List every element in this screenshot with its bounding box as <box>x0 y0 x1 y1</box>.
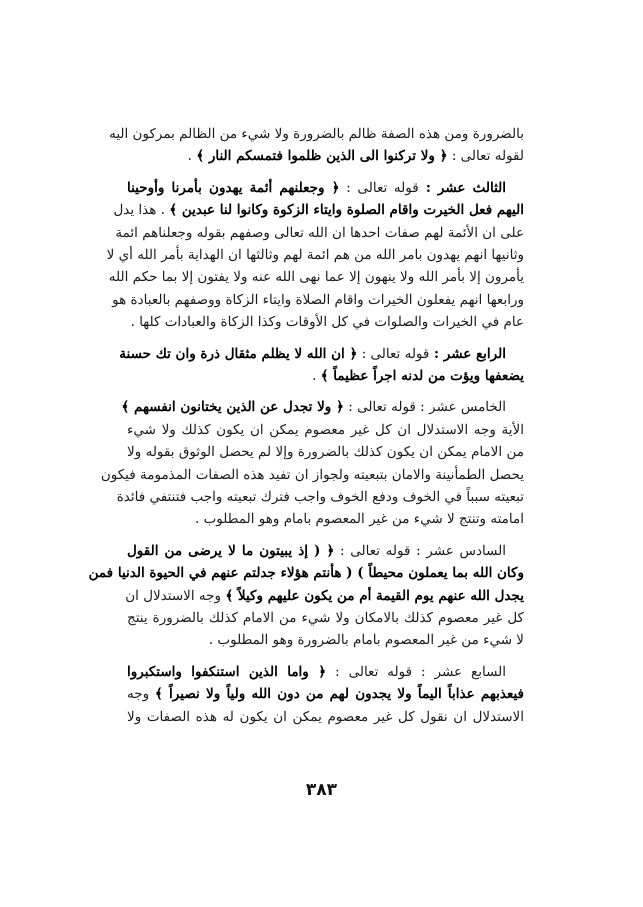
text-line <box>127 541 524 561</box>
text-line <box>127 442 524 462</box>
body-text-segment: يحصل الطمأنينة والامان بتبعيته ولجواز ان تفيد هذه الصفات المذمومة فيكون <box>100 466 524 483</box>
body-text-segment: السادس عشر : قوله تعالى : <box>334 542 506 559</box>
text-line <box>127 630 524 650</box>
quran-quote-text: ﴿ ( إذ يبيتون ما لا يرضى من القول <box>127 542 335 559</box>
quran-quote-text: الثالث عشر : <box>418 179 507 196</box>
text-line <box>108 267 524 287</box>
text-line <box>127 312 524 332</box>
body-text-segment: وجه الاستدلال ان <box>125 587 226 604</box>
quran-quote-text: ﴿ واما الذين استنكفوا واستكبروا <box>127 663 327 680</box>
text-line <box>127 366 524 386</box>
page-number: ٣٨٣ <box>305 780 338 800</box>
text-line <box>121 397 524 417</box>
quran-quote-text: يجدل الله عنهم يوم القيمة أم من يكون عليهم وكيلاً ﴾ <box>225 587 524 604</box>
body-text-segment: وثانيها انهم يهدون بامر الله من هم ائمة لهم وثالثها ان الهداية بأمر الله أي لا <box>106 247 524 263</box>
text-line <box>127 707 524 727</box>
body-text-segment: الاستدلال ان نقول كل غير معصوم يمكن ان يكون له هذه الصفات ولا <box>127 708 524 725</box>
quran-quote-text: اليهم فعل الخيرت واقام الصلوة وايتاء الزكوة وكانوا لنا عبدين ﴾ <box>169 202 524 219</box>
body-text-segment: يأمرون إلا بأمر الله ولا ينهون إلا عما نهى الله عنه ولا يفتون إلا بما حكم الله <box>108 269 524 286</box>
quran-quote-text: ﴿ وجعلنهم أئمة يهدون بأمرنا وأوحينا <box>127 179 340 196</box>
body-text-segment: كل غير معصوم كذلك بالامكان ولا شيء من الامام كذلك بالضرورة ينتج <box>127 610 524 626</box>
body-text-segment: عام في الخيرات والصلوات في كل الأوقات وكذا الزكاة والعبادات كلها . <box>130 314 524 331</box>
body-text-segment: وجه <box>127 686 155 703</box>
body-text-segment: قوله تعالى : <box>357 345 430 362</box>
quran-quote-text: فيعذبهم عذاباً اليماً ولا يجدون لهم من دون الله ولياً ولا نصيراً ﴾ <box>154 686 524 703</box>
text-line <box>127 586 524 606</box>
text-line <box>127 684 524 704</box>
body-text-segment: تبعيته سبباً في الخوف ودفع الخوف واجب فترك تبعيته واجب فتنتفي فائدة <box>116 489 524 505</box>
body-text-segment: . <box>312 368 321 384</box>
quran-quote-text: الرابع عشر : <box>429 345 506 362</box>
body-text-segment: السابع عشر : قوله تعالى : <box>326 663 506 680</box>
body-text-segment: . <box>187 148 197 165</box>
body-text-segment: لقوله تعالى : <box>447 148 524 165</box>
body-text-segment: على ان الأئمة لهم صفات احدها ان الله تعالى وصفهم بقوله وجعلناهم ائمة <box>115 224 524 241</box>
text-line <box>113 200 524 220</box>
body-text-segment: امامته وتنتج لا شيء من غير المعصوم بامام وهو المطلوب . <box>195 511 524 528</box>
text-line <box>127 662 524 682</box>
text-line <box>109 124 524 144</box>
text-line <box>88 563 524 583</box>
body-text-segment: الأية وجه الاستدلال ان كل غير معصوم يمكن ان يكون كذلك ولا شيء <box>127 421 524 438</box>
text-line <box>106 245 524 265</box>
quran-quote-text: ﴿ ولا تركنوا الى الذين ظلموا فتمسكم النار ﴾ <box>196 148 448 165</box>
text-line <box>119 344 524 364</box>
body-text-segment: قوله تعالى : <box>339 179 419 196</box>
text-line <box>127 608 524 628</box>
body-text-segment: من الامام يمكن ان يكون كذلك بالضرورة وإلا لم يحصل الوثوق بقوله ولا <box>127 444 524 461</box>
text-line <box>116 487 524 507</box>
quran-quote-text: ﴿ ولا تجدل عن الذين يختانون انفسهم ﴾ <box>121 399 344 416</box>
text-line <box>115 223 524 243</box>
quran-quote-text: ﴿ ان الله لا يظلم مثقال ذرة وان تك حسنة <box>119 345 358 362</box>
body-text-segment: لا شيء من غير المعصوم بامام بالضرورة وهو المطلوب . <box>208 632 524 649</box>
body-text-segment: بالضرورة ومن هذه الصفة ظالم بالضرورة ولا شيء من الظالم بمركون اليه <box>109 126 524 142</box>
quran-quote-text: يضعفها ويؤت من لدنه اجراً عظيماً ﴾ <box>320 368 524 384</box>
text-line <box>127 178 524 198</box>
body-text-segment: . هذا يدل <box>113 202 170 219</box>
quran-quote-text: وكان الله بما يعملون محيطاً ) ( هأنتم هؤلاء جدلتم عنهم في الحيوة الدنيا فمن <box>88 565 524 582</box>
text-line <box>100 465 524 485</box>
text-line <box>127 420 524 440</box>
text-line <box>112 290 524 310</box>
text-line <box>127 146 524 166</box>
body-text-segment: الخامس عشر : قوله تعالى : <box>343 399 506 416</box>
body-text-segment: ورابعها انهم يفعلون الخيرات واقام الصلاة وايتاء الزكاة ووصفهم بالعبادة هو <box>112 291 524 308</box>
text-line <box>127 509 524 529</box>
